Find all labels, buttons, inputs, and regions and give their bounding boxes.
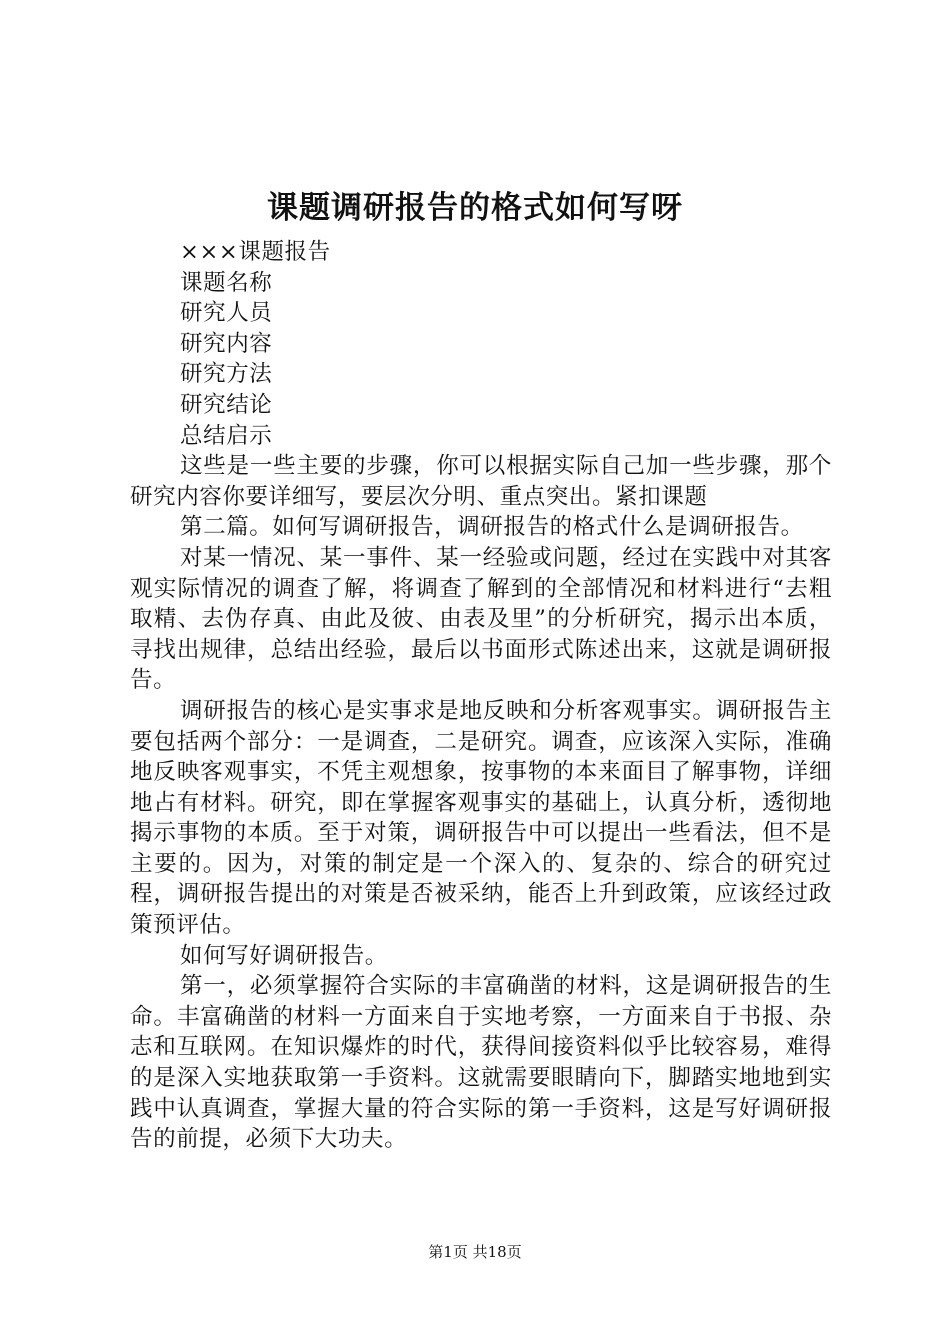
paragraph: 调研报告的核心是实事求是地反映和分析客观事实。调研报告主要包括两个部分：一是调查，二是研究。调查，应该深入实际，准确地反映客观事实，不凭主观想象，按事物的本来面目了解事物，详细地占有材料。研究，即在掌握客观事实的基础上，认真分析，透彻地揭示事物的本质。至于对策，调研报告中可以提出一些看法，但不是主要的。因为，对策的制定是一个深入的、复杂的、综合的研究过程，调研报告提出的对策是否被采纳，能否上升到政策，应该经过政策预评估。 <box>130 697 832 939</box>
outline-item: 研究人员 <box>180 300 273 327</box>
document-body <box>130 237 832 1155</box>
document-title: 课题调研报告的格式如何写呀 <box>267 190 683 226</box>
paragraph: 第二篇。如何写调研报告，调研报告的格式什么是调研报告。 <box>180 514 804 541</box>
outline-item: 研究方法 <box>180 361 273 388</box>
page-footer: 第1页 共18页 <box>428 1243 522 1261</box>
outline-item: 课题名称 <box>180 269 273 296</box>
outline-item: 研究内容 <box>180 330 273 357</box>
outline-item: 总结启示 <box>180 422 273 449</box>
paragraph: 对某一情况、某一事件、某一经验或问题，经过在实践中对其客观实际情况的调查了解，将调查了解到的全部情况和材料进行“去粗取精、去伪存真、由此及彼、由表及里”的分析研究，揭示出本质，寻找出规律，总结出经验，最后以书面形式陈述出来，这就是调研报告。 <box>130 544 832 694</box>
paragraph: 如何写好调研报告。 <box>180 942 388 969</box>
outline-item: 研究结论 <box>180 391 273 418</box>
outline-item: ×××课题报告 <box>180 239 331 265</box>
paragraph: 第一，必须掌握符合实际的丰富确凿的材料，这是调研报告的生命。丰富确凿的材料一方面来自于实地考察，一方面来自于书报、杂志和互联网。在知识爆炸的时代，获得间接资料似乎比较容易，难得的是深入实地获取第一手资料。这就需要眼睛向下，脚踏实地地到实践中认真调查，掌握大量的符合实际的第一手资料，这是写好调研报告的前提，必须下大功夫。 <box>130 973 832 1153</box>
paragraph: 这些是一些主要的步骤，你可以根据实际自己加一些步骤，那个研究内容你要详细写，要层次分明、重点突出。紧扣课题 <box>130 453 832 510</box>
